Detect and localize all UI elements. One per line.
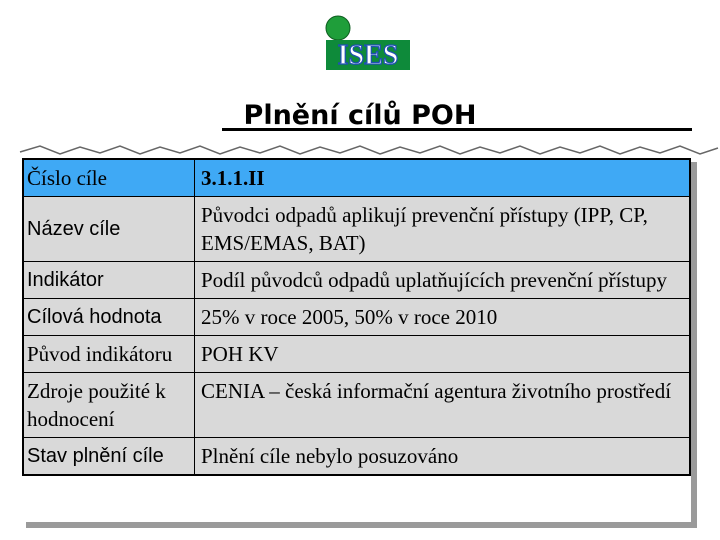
- table-row-target-value: [24, 298, 689, 335]
- logo-text: ISES: [337, 40, 399, 71]
- ises-logo: [318, 14, 414, 76]
- table-shadow-right: [691, 162, 697, 528]
- table-row-goal-number: [24, 160, 689, 196]
- value-goal-number: 3.1.1.II: [194, 160, 689, 196]
- label-indicator: Indikátor: [27, 269, 104, 291]
- label-indicator-origin: Původ indikátoru: [27, 342, 173, 366]
- value-goal-name: Původci odpadů aplikují prevenční přístupy (IPP, CP, EMS/EMAS, BAT): [194, 197, 689, 261]
- table-row-goal-name: [24, 196, 689, 261]
- goal-table: [22, 158, 691, 476]
- label-goal-number: Číslo cíle: [27, 166, 107, 190]
- value-target-value: 25% v roce 2005, 50% v roce 2010: [194, 299, 689, 335]
- value-indicator: Podíl původců odpadů uplatňujících prevenční přístupy: [194, 262, 689, 298]
- value-sources: CENIA – česká informační agentura životního prostředí: [194, 373, 689, 437]
- value-indicator-origin: POH KV: [194, 336, 689, 372]
- label-sources: Zdroje použité k hodnocení: [27, 379, 166, 431]
- table-shadow-bottom: [26, 522, 695, 528]
- table-row-indicator: [24, 261, 689, 298]
- label-status: Stav plnění cíle: [27, 445, 164, 467]
- slide-title: Plnění cílů POH: [243, 100, 477, 131]
- table-row-sources: [24, 372, 689, 437]
- label-target-value: Cílová hodnota: [27, 306, 162, 328]
- label-goal-name: Název cíle: [27, 218, 121, 240]
- title-underline: [222, 128, 692, 131]
- table-row-indicator-origin: [24, 335, 689, 372]
- table-row-status: [24, 437, 689, 474]
- value-status: Plnění cíle nebylo posuzováno: [194, 438, 689, 474]
